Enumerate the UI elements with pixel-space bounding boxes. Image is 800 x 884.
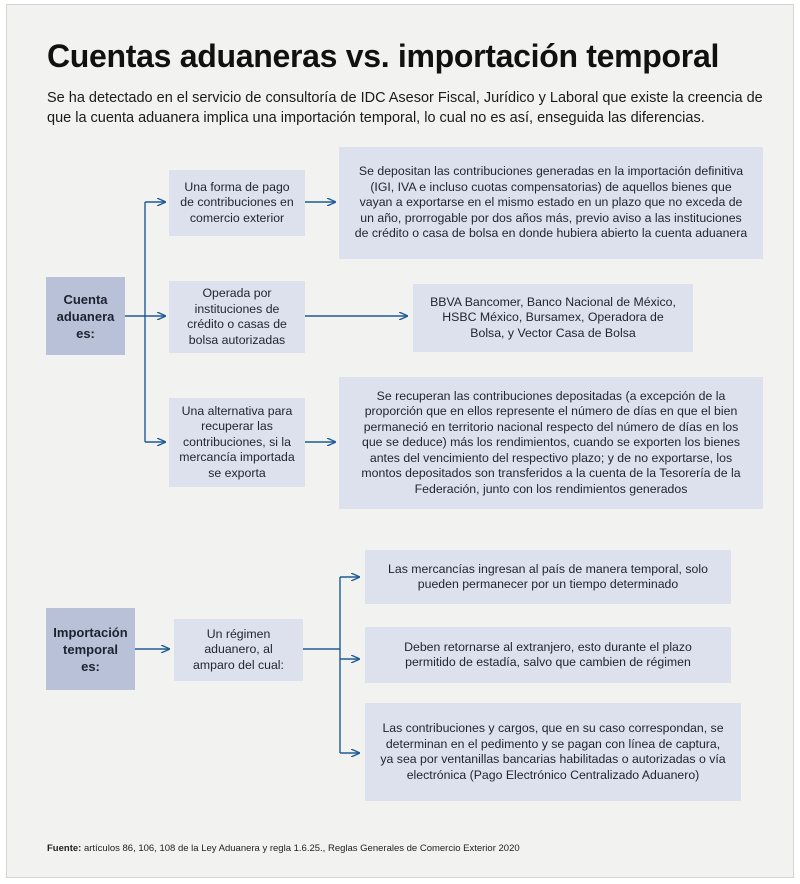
cuenta-aduanera-root-box	[46, 277, 125, 355]
importacion-item-3-text: Las contribuciones y cargos, que en su caso correspondan, se determinan en el pedimento y se pagan con línea de captura, ya sea por ventanillas bancarias habilitadas o autorizadas o vía electrónica (Pago Electrónico Centralizado Aduanero)	[380, 721, 726, 782]
cuenta-detail-2-text: BBVA Bancomer, Banco Nacional de México, HSBC México, Bursamex, Operadora de Bolsa, y Vector Casa de Bolsa	[430, 294, 676, 340]
cuenta-detail-1-box	[339, 147, 763, 259]
cuenta-detail-1-text: Se depositan las contribuciones generadas en la importación definitiva (IGI, IVA e incluso cuotas compensatorias) de aquellos bienes que vayan a exportarse en el mismo estado en un plazo que no exceda de un año, prorrogable por dos años más, previo aviso a las instituciones de crédito o casa de bolsa en donde hubiera abierto la cuenta aduanera	[354, 164, 748, 241]
cuenta-item-1-label: Una forma de pago de contribuciones en comercio exterior	[180, 179, 294, 225]
importacion-item-1-box	[365, 550, 731, 604]
importacion-middle-label: Un régimen aduanero, al amparo del cual:	[193, 626, 284, 672]
importacion-temporal-root-label: Importación temporal es:	[53, 624, 128, 674]
infographic-frame	[6, 4, 794, 878]
importacion-item-2-text: Deben retornarse al extranjero, esto durante el plazo permitido de estadía, salvo que cambien de régimen	[404, 639, 692, 669]
cuenta-item-1-box	[169, 170, 305, 236]
importacion-item-3-box	[365, 703, 741, 801]
cuenta-detail-3-text: Se recuperan las contribuciones depositadas (a excepción de la proporción que en ellos represente el número de días en que el bien permaneció en territorio nacional respecto del número de días en los que se deduce) más los rendimientos, cuando se exporten los bienes antes del vencimiento del respectivo plazo; y de no exportarse, los montos depositados son transferidos a la cuenta de la Tesorería de la Federación, junto con los rendimientos generados	[361, 388, 741, 496]
importacion-item-1-text: Las mercancías ingresan al país de manera temporal, solo pueden permanecer por un tiempo determinado	[388, 561, 708, 591]
cuenta-item-2-box	[169, 281, 305, 353]
importacion-middle-box	[174, 619, 303, 681]
cuenta-aduanera-root-label: Cuenta aduanera es:	[56, 291, 115, 341]
cuenta-item-3-box	[169, 398, 305, 487]
page-title: Cuentas aduaneras vs. importación temporal	[47, 38, 720, 74]
importacion-temporal-root-box	[46, 608, 135, 690]
source-text: artículos 86, 106, 108 de la Ley Aduanera y regla 1.6.25., Reglas Generales de Comercio Exterior 2020	[83, 843, 520, 854]
intro-paragraph: Se ha detectado en el servicio de consultoría de IDC Asesor Fiscal, Jurídico y Laboral que existe la creencia de que la cuenta aduanera implica una importación temporal, lo cual no es así, enseguida las diferencias.	[47, 90, 763, 126]
importacion-item-2-box	[365, 627, 731, 683]
cuenta-detail-3-box	[339, 377, 763, 509]
cuenta-detail-2-box	[413, 284, 693, 352]
cuenta-item-3-label: Una alternativa para recuperar las contribuciones, si la mercancía importada se exporta	[179, 403, 295, 480]
source-label: Fuente:	[47, 843, 82, 854]
cuenta-item-2-label: Operada por instituciones de crédito o casas de bolsa autorizadas	[187, 286, 287, 347]
source-footnote	[47, 843, 520, 854]
